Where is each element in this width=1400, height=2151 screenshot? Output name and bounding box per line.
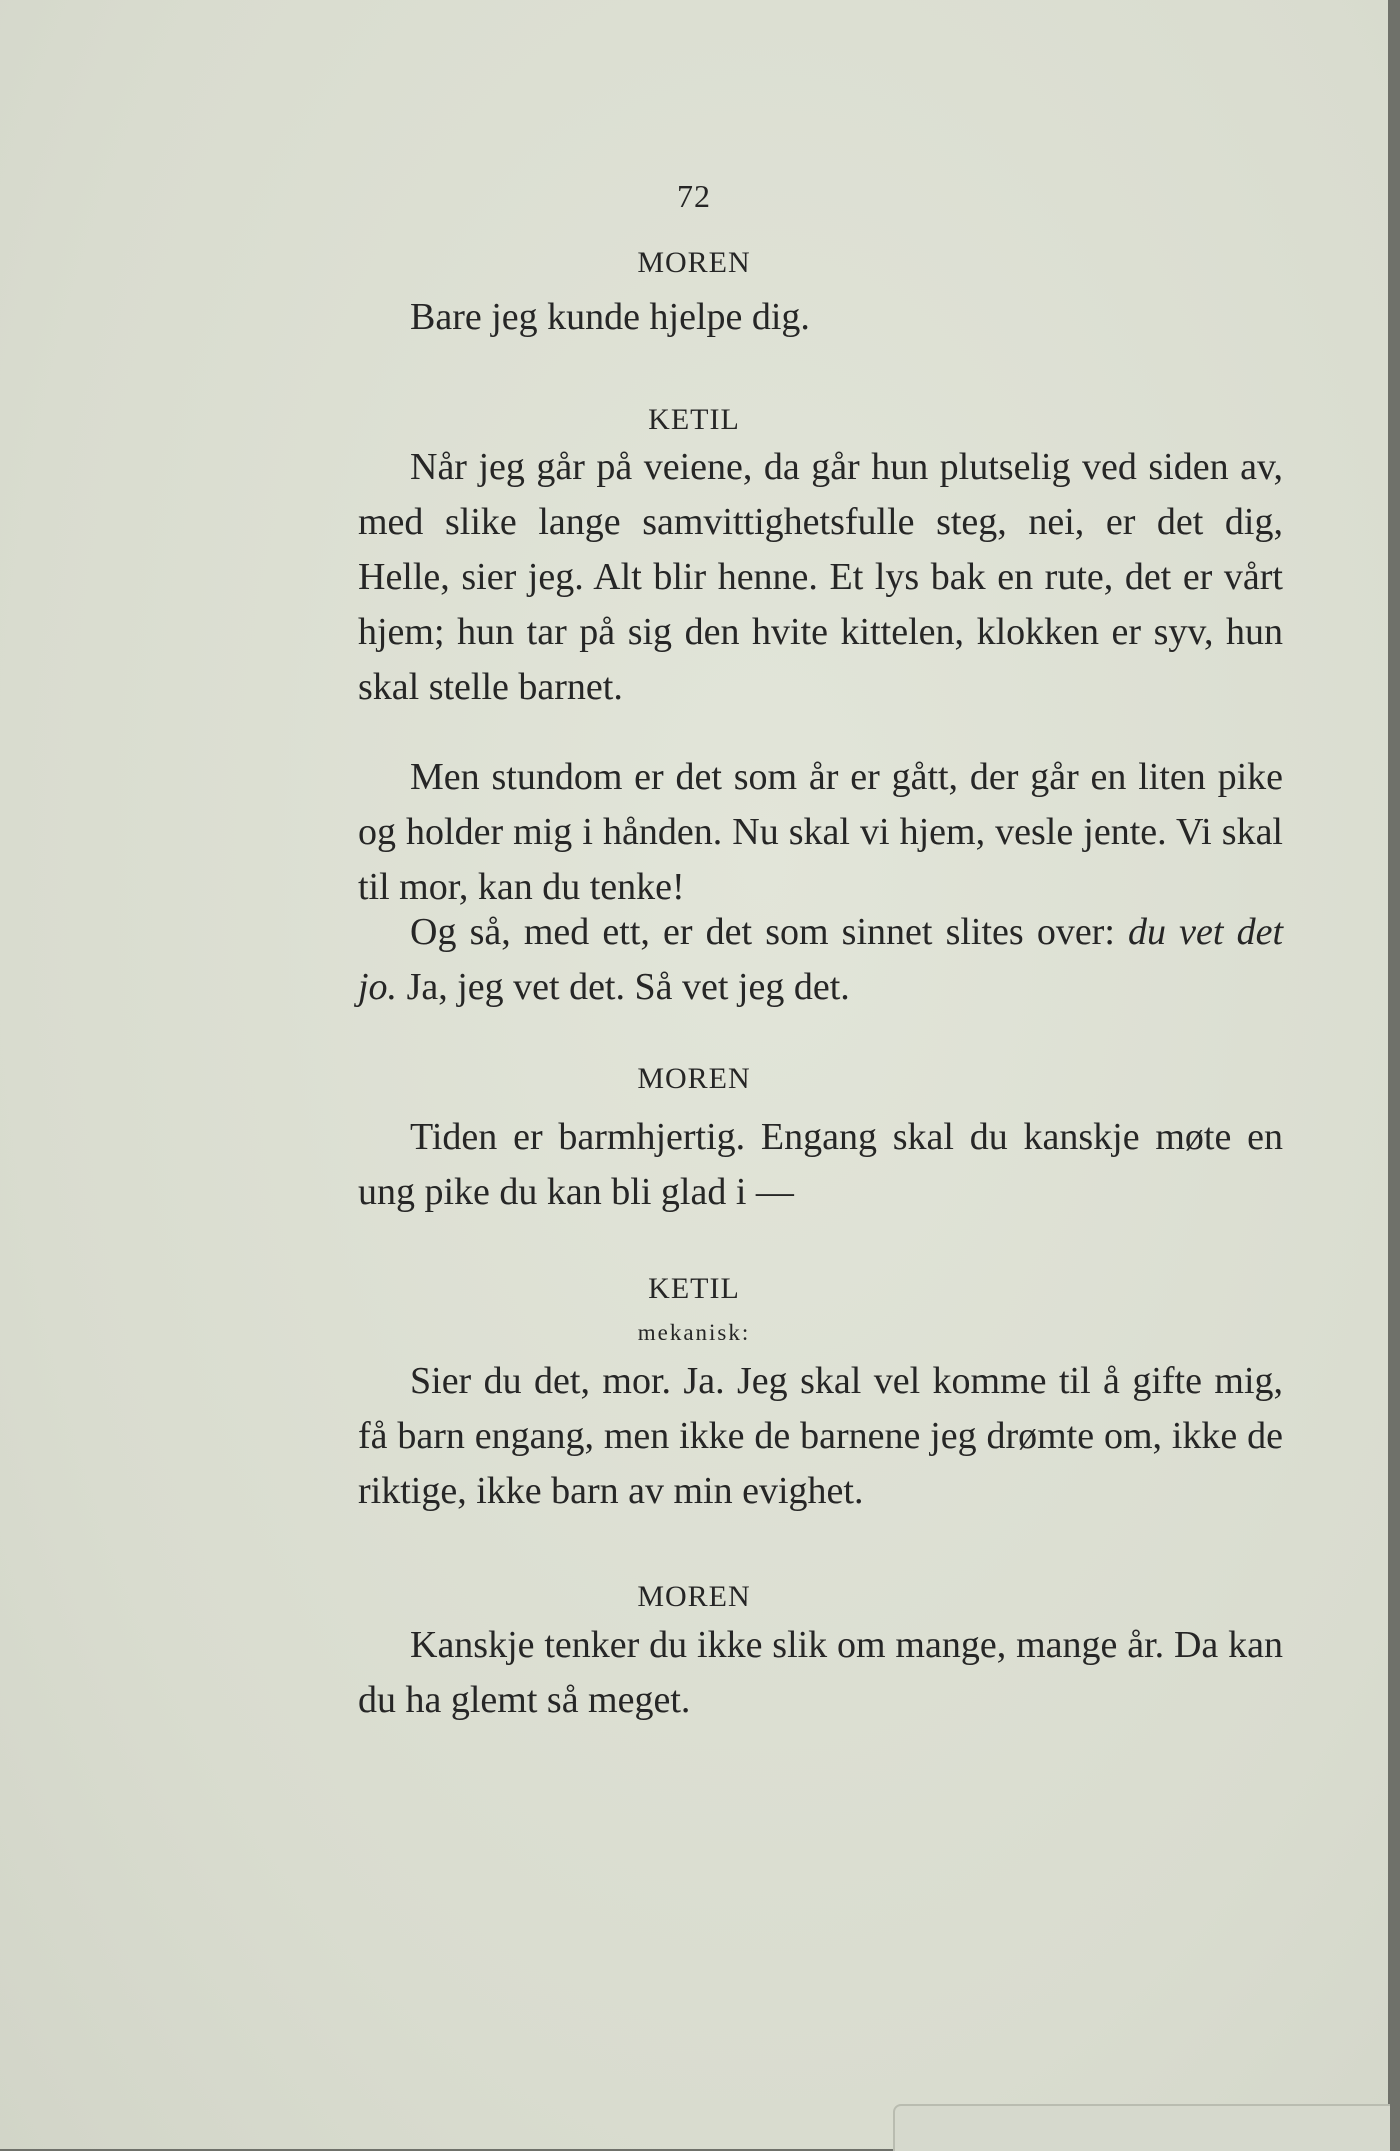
speaker-name: KETIL <box>648 403 740 436</box>
speech-paragraph: Tiden er barmhjertig. Engang skal du kanskje møte en ung pike du kan bli glad i — <box>358 1116 1283 1213</box>
speech-paragraph: Sier du det, mor. Ja. Jeg skal vel komme til å gifte mig, få barn engang, men ikke de barnene jeg drømte om, ikke de riktige, ikke barn av min evighet. <box>358 1360 1283 1512</box>
speaker-name: KETIL <box>648 1272 740 1305</box>
stage-direction: mekanisk: <box>637 1320 751 1345</box>
speaker-name: MOREN <box>637 246 751 279</box>
italic-phrase: du vet det jo. <box>358 911 1284 1008</box>
speech-paragraph: Bare jeg kunde hjelpe dig. <box>410 296 810 338</box>
speech-text: Og så, med ett, er det som sinnet slites over: <box>410 911 1115 953</box>
speaker-name: MOREN <box>637 1580 751 1613</box>
speech-paragraph: Kanskje tenker du ikke slik om mange, mange år. Da kan du ha glemt så meget. <box>358 1624 1283 1721</box>
speech-paragraph: Men stundom er det som år er gått, der går en liten pike og holder mig i hånden. Nu skal vi hjem, vesle jente. Vi skal til mor, kan du tenke! <box>358 756 1283 908</box>
page-edge <box>893 2104 1390 2151</box>
page-number: 72 <box>677 178 711 214</box>
speech-text: Ja, jeg vet det. Så vet jeg det. <box>397 966 850 1008</box>
speech-paragraph: Når jeg går på veiene, da går hun plutselig ved siden av, med slike lange samvittighetsfulle steg, nei, er det dig, Helle, sier jeg. Alt blir henne. Et lys bak en rute, det er vårt hjem; hun tar på sig den hvite kittelen, klokken er syv, hun skal stelle barnet. <box>358 446 1283 708</box>
speaker-name: MOREN <box>637 1062 751 1095</box>
speech-paragraph <box>358 905 1283 1015</box>
